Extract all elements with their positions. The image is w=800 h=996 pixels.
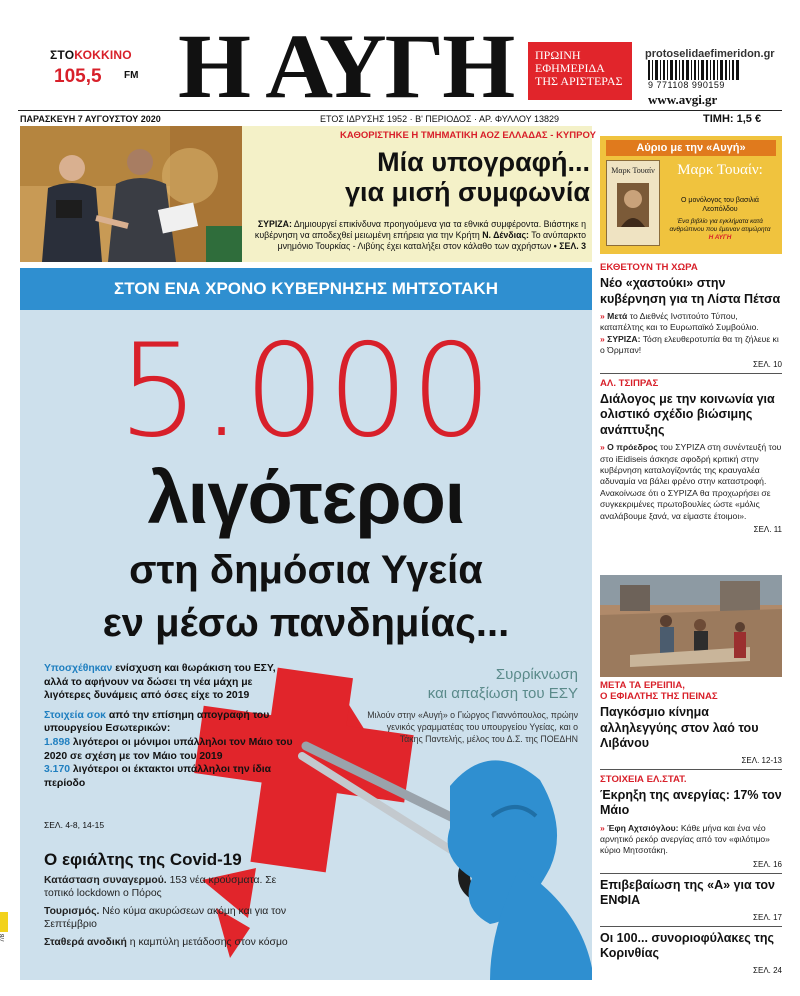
story-tsipras[interactable]: ΑΛ. ΤΣΙΠΡΑΣ Διάλογος με την κοινωνία για ολιστικό σχέδιο βιώσιμης ανάπτυξης » Ο πρόεδρος του ΣΥΡΙΖΑ στη συνέντευξή του στο iEidiseis άσκησε σφοδρή κριτική στην κυβέρνηση καταλογίζοντάς της κραυγαλέα αδυναμία να βάλει φρένο στην καταστροφή. Ανακοίνωσε ότι ο ΣΥΡΙΖΑ θα προχωρήσει σε συγκεκριμένες πρωτοβουλίες ώστε «μόλις αναλάβουμε ξανά, να είμαστε έτοιμοι». ΣΕΛ. 11 (600, 377, 782, 534)
main-headline[interactable]: λιγότεροι (147, 456, 465, 539)
book-description: Ένα βιβλίο για εγκλήματα κατά ανθρώπινου που έμειναν ατιμώρητα Η ΑΥΓΗ (669, 218, 771, 241)
issue-info: ΕΤΟΣ ΙΔΡΥΣΗΣ 1952 · Β' ΠΕΡΙΟΔΟΣ · ΑΡ. ΦΥΛΛΟΥ 13829 (320, 114, 559, 124)
margin-label: 7/8 (0, 934, 6, 943)
svg-text:Μαρκ Τουαίν: Μαρκ Τουαίν (611, 166, 655, 175)
feature-summary: Υποσχέθηκαν ενίσχυση και θωράκιση του ΕΣΥ, αλλά το αφήνουν να δώσει τη νέα μάχη με λιγότερες δυνάμεις από όσες είχε το 2019 Στοιχεία σοκ από την επίσημη απογραφή του υπουργείου Εσωτερικών: 1.898 λιγότεροι οι μόνιμοι υπάλληλοι τον Μάιο του 2020 σε σχέση με τον Μάιο του 2019 3.170 λιγότεροι οι έκτακτοι υπάλληλοι την ίδια περίοδο (44, 663, 293, 789)
feature-interview-text: Μιλούν στην «Αυγή» ο Γιώργος Γιαννόπουλος, πρώην γενικός γραμματέας του υπουργείου Υγείας, και ο Τάκης Παντελής, μέλος του Δ.Σ. της ΠΟΕΔΗΝ (367, 710, 578, 744)
book-title: Μαρκ Τουαίν: (677, 162, 763, 178)
top-story-headline[interactable]: Μία υπογραφή... για μισή συμφωνία (344, 147, 590, 207)
margin-color-tab (0, 912, 8, 932)
covid-heading[interactable]: Ο εφιάλτης της Covid-19 (44, 850, 242, 869)
story-ekthetoun[interactable]: ΕΚΘΕΤΟΥΝ ΤΗ ΧΩΡΑ Νέο «χαστούκι» στην κυβέρνηση για τη Λίστα Πέτσα » Μετά το Διεθνές Ινστιτούτο Τύπου, καταπέλτης και το Ευρωπαϊκό Συμβούλιο. » ΣΥΡΙΖΑ: Τόση ελευθεροτυπία θα τη ζήλευε κι ο Όρμπαν! ΣΕΛ. 10 (600, 262, 782, 369)
tagline-line: ΕΦΗΜΕΡΙΔΑ (535, 61, 605, 75)
tagline-line: ΤΗΣ ΑΡΙΣΤΕΡΑΣ (535, 74, 623, 88)
covid-list (44, 874, 294, 954)
website-link[interactable]: www.avgi.gr (648, 92, 718, 107)
issue-date: ΠΑΡΑΣΚΕΥΗ 7 ΑΥΓΟΥΣΤΟΥ 2020 (20, 114, 161, 124)
radio-band: FM (124, 70, 139, 81)
book-subtitle: Ο μονόλογος του βασιλιά Λεοπόλδου (681, 197, 759, 213)
publisher-site[interactable]: protoselidaefimeridon.gr (645, 48, 775, 60)
barcode-digits: 9 771108 990159 (648, 80, 725, 90)
covid-item: Σταθερά ανοδική η καμπύλη μετάδοσης στον κόσμο (44, 937, 288, 948)
tagline-line: ΠΡΩΙΝΗ (535, 48, 581, 62)
headline-number: 5.000 (117, 317, 495, 466)
main-headline-line-3: εν μέσω πανδημίας... (102, 601, 510, 645)
book-promo-label: Αύριο με την «Αυγή» (606, 140, 776, 156)
lebanon-photo (600, 575, 782, 677)
right-column-lower (600, 680, 782, 979)
book-cover-image (606, 160, 660, 246)
top-story-photo (20, 126, 242, 262)
story-unemployment[interactable]: ΣΤΟΙΧΕΙΑ ΕΛ.ΣΤΑΤ. Έκρηξη της ανεργίας: 17% τον Μάιο » Έφη Αχτσιόγλου: Κάθε μήνα και ένα νέο αρνητικό ρεκόρ ανεργίας από τον «φιλότιμο» κύριο Μητσοτάκη. ΣΕΛ. 16 (600, 773, 782, 869)
price: ΤΙΜΗ: 1,5 € (703, 113, 762, 125)
feature-subheading: Συρρίκνωση και απαξίωση του ΕΣΥ (427, 666, 578, 702)
radio-frequency: 105,5 (54, 66, 102, 87)
covid-item: Τουρισμός. Νέο κύμα ακυρώσεων ακόμη και για τον Σεπτέμβριο (44, 906, 287, 930)
radio-logo: ΣΤΟΚΟΚΚΙΝΟ (50, 48, 132, 62)
tagline-box (528, 42, 632, 100)
top-story-kicker: ΚΑΘΟΡΙΣΤΗΚΕ Η ΤΜΗΜΑΤΙΚΗ ΑΟΖ ΕΛΛΑΔΑΣ - ΚΥΠΡΟΥ (340, 130, 596, 141)
main-headline-line-2: στη δημόσια Υγεία (129, 548, 483, 592)
story-border-guards[interactable]: Οι 100... συνοριοφύλακες της Κορινθίας ΣΕΛ. 24 (600, 930, 782, 975)
story-lebanon[interactable]: ΜΕΤΑ ΤΑ ΕΡΕΙΠΙΑ, Ο ΕΦΙΑΛΤΗΣ ΤΗΣ ΠΕΙΝΑΣ Παγκόσμιο κίνημα αλληλεγγύης στον λαό του Λιβάνου ΣΕΛ. 12-13 (600, 680, 782, 765)
feature-banner: ΣΤΟΝ ΕΝΑ ΧΡΟΝΟ ΚΥΒΕΡΝΗΣΗΣ ΜΗΤΣΟΤΑΚΗ (20, 268, 592, 310)
right-column (600, 262, 782, 538)
newspaper-title: Η ΑΥΓΗ (178, 15, 514, 117)
covid-item: Κατάσταση συναγερμού. 153 νέα κρούσματα. Σε τοπικό lockdown ο Πόρος (44, 875, 277, 899)
top-story-body: ΣΥΡΙΖΑ: Δημιουργεί επικίνδυνα προηγούμενα για τα εθνικά συμφέροντα. Βιάστηκε η κυβέρνηση να αποδεχθεί μειωμένη επήρεια για την Κρήτη Ν. Δένδιας: Το ανύπαρκτο μνημόνιο Τουρκίας - Λιβύης έχει καταλήξει στον κάλαθο των αχρήστων • ΣΕΛ. 3 (254, 219, 586, 252)
story-enfia[interactable]: Επιβεβαίωση της «Α» για τον ΕΝΦΙΑ ΣΕΛ. 17 (600, 877, 782, 922)
page-reference: ΣΕΛ. 4-8, 14-15 (44, 820, 105, 830)
